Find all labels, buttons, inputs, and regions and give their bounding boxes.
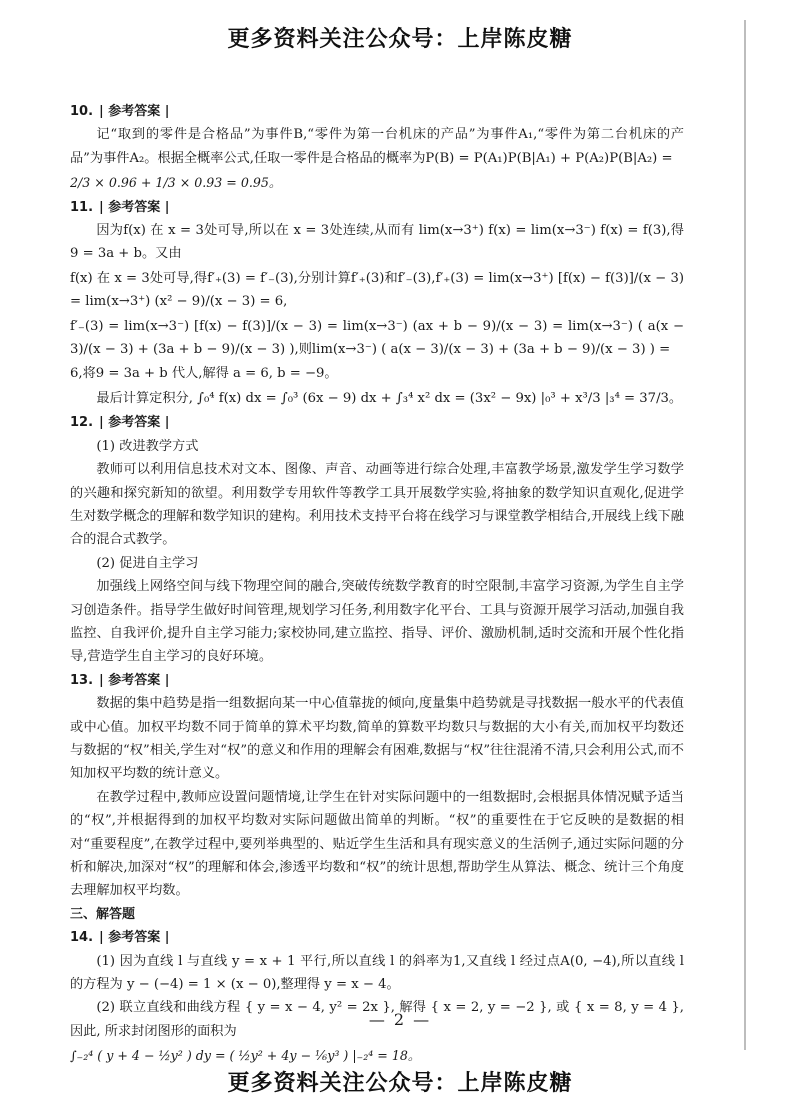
q11-left-derivative: f′₋(3) = lim(x→3⁻) [f(x) − f(3)]/(x − 3) = lim(x→3⁻) (ax + b − 9)/(x − 3) = lim(x→3⁻) ( a(x − 3)/(x − 3) + (3a + b − 9)/(x − 3) ),则lim(x→3⁻) ( a(x − 3)/(x − 3) + (3a + b − 9)/(x − 3) ) = <box>70 318 684 358</box>
q11-right-derivative: f(x) 在 x = 3处可导,得f′₊(3) = f′₋(3),分别计算f′₊(3)和f′₋(3),f′₊(3) = lim(x→3⁺) [f(x) − f(3)]/(x − 3) = lim(x→3⁺) (x² − 9)/(x − 3) = 6, <box>70 270 684 310</box>
question-12-heading <box>70 411 684 434</box>
question-11-heading <box>70 196 684 219</box>
page-edge-line <box>744 20 746 1050</box>
q11-integral: 最后计算定积分, ∫₀⁴ f(x) dx = ∫₀³ (6x − 9) dx + ∫₃⁴ x² dx = (3x² − 9x) |₀³ + x³/3 |₃⁴ = 37/3。 <box>96 390 683 406</box>
question-number: 11. <box>70 199 94 215</box>
question-13-heading <box>70 669 684 692</box>
q14-text-2: (2) 联立直线和曲线方程 { y = x − 4, y² = 2x }, 解得 { x = 2, y = −2 }, 或 { x = 8, y = 4 }, 因此, 所求封闭图形的面积为 <box>70 1000 684 1039</box>
answer-label: | 参考答案 | <box>99 672 170 688</box>
page-number: — 2 — <box>368 1010 432 1029</box>
question-number: 10. <box>70 104 94 119</box>
answer-label: | 参考答案 | <box>99 930 170 946</box>
q14-integral: ∫₋₂⁴ ( y + 4 − ½y² ) dy = ( ½y² + 4y − ⅙y³ ) |₋₂⁴ = 18。 <box>70 1048 421 1064</box>
question-number: 12. <box>70 415 94 431</box>
top-banner: 更多资料关注公众号：上岸陈皮糖 <box>227 27 573 52</box>
q13-text-2: 在教学过程中,教师应设置问题情境,让学生在针对实际问题中的一组数据时,会根据具体情况赋予适当的“权”,并根据得到的加权平均数对实际问题做出简单的判断。“权”的重要性在于它反映的是数据的相对“重要程度”,在教学过程中,要列举典型的、贴近学生生活和具有现实意义的生活例子,通过实际问题的分析和解决,加深对“权”的理解和体会,渗透平均数和“权”的统计思想,帮助学生从算法、概念、统计三个角度去理解加权平均数。 <box>70 789 684 899</box>
answer-page <box>70 100 684 1069</box>
q12-text-2: 加强线上网络空间与线下物理空间的融合,突破传统数学教育的时空限制,丰富学习资源,为学生自主学习创造条件。指导学生做好时间管理,规划学习任务,利用数字化平台、工具与资源开展学习活动,加强自我监控、自我评价,提升自主学习能力;家校协同,建立监控、指导、评价、激励机制,适时交流和开展个性化指导,营造学生自主学习的良好环境。 <box>70 579 684 665</box>
q14-text-1: (1) 因为直线 l 与直线 y = x + 1 平行,所以直线 l 的斜率为1,又直线 l 经过点A(0, −4),所以直线 l 的方程为 y − (−4) = 1 × (x − 0),整理得 y = x − 4。 <box>70 953 684 993</box>
q11-text: 因为f(x) 在 x = 3处可导,所以在 x = 3处连续,从而有 lim(x→3⁺) f(x) = lim(x→3⁻) f(x) = f(3),得9 = 3a + b。又由 <box>70 223 684 262</box>
q12-subtitle-2: (2) 促进自主学习 <box>96 555 199 571</box>
q12-subtitle-1: (1) 改进教学方式 <box>96 438 199 454</box>
question-10-heading <box>70 100 684 123</box>
q12-text-1: 教师可以利用信息技术对文本、图像、声音、动画等进行综合处理,丰富教学场景,激发学生学习数学的兴趣和探究新知的欲望。利用数学专用软件等教学工具开展数学实验,将抽象的数学知识直观化,促进学生对数学概念的理解和数学知识的建构。利用技术支持平台将在线学习与课堂教学相结合,开展线上线下融合的混合式教学。 <box>70 462 684 548</box>
question-number: 13. <box>70 672 94 688</box>
answer-label: | 参考答案 | <box>99 415 170 431</box>
answer-label: | 参考答案 | <box>99 199 170 215</box>
bottom-banner: 更多资料关注公众号：上岸陈皮糖 <box>227 1071 573 1096</box>
q10-text: 记“取到的零件是合格品”为事件B,“零件为第一台机床的产品”为事件A₁,“零件为第二台机床的产品”为事件A₂。根据全概率公式,任取一零件是合格品的概率为P(B) = P(A₁)P(B|A₁) + P(A₂)P(B|A₂) = <box>70 127 684 166</box>
q11-solution: 6,将9 = 3a + b 代人,解得 a = 6, b = −9。 <box>70 366 338 382</box>
q13-text-1: 数据的集中趋势是指一组数据向某一中心值靠拢的倾向,度量集中趋势就是寻找数据一般水平的代表值或中心值。加权平均数不同于简单的算术平均数,简单的算数平均数只与数据的大小有关,而加权平均数还与数据的“权”相关,学生对“权”的意义和作用的理解会有困难,数据与“权”往往混淆不清,只会利用公式,而不知加权平均数的统计意义。 <box>70 696 684 782</box>
section-heading: 三、解答题 <box>70 906 136 922</box>
answer-label: | 参考答案 | <box>99 104 170 119</box>
question-14-heading <box>70 926 684 949</box>
question-number: 14. <box>70 930 94 946</box>
q10-calculation: 2/3 × 0.96 + 1/3 × 0.93 = 0.95。 <box>70 175 282 191</box>
